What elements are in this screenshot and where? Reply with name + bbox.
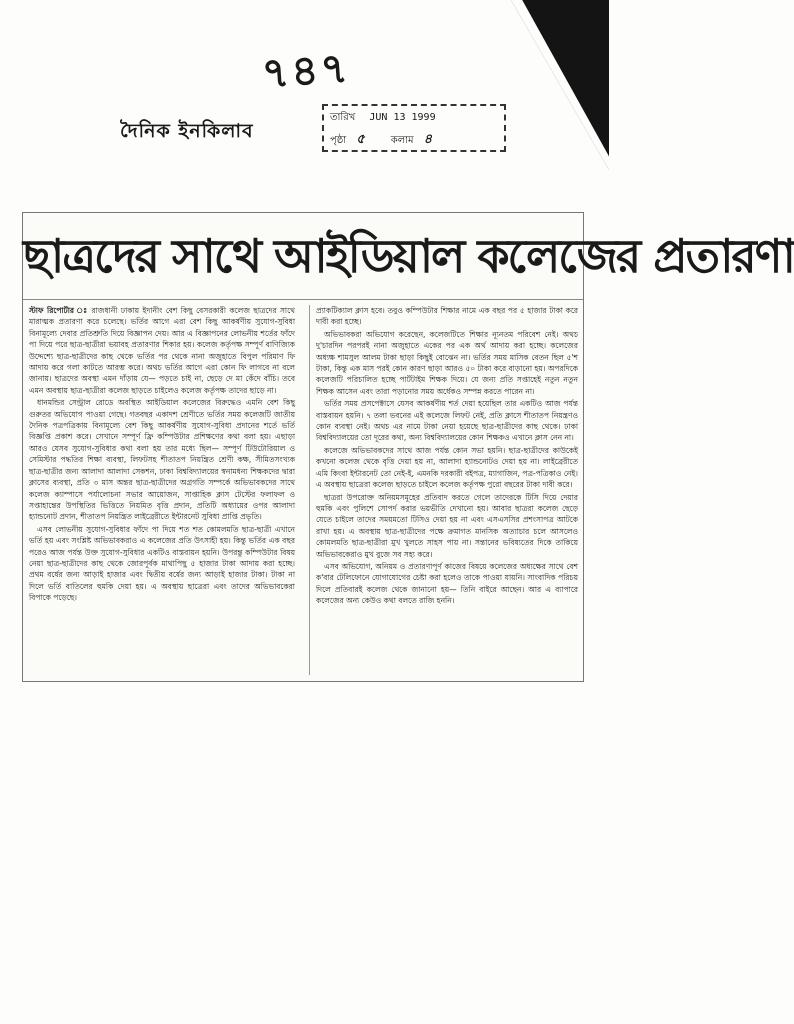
article-paragraph: প্র্যাকটিক্যাল ক্লাস হবে। তবুও কম্পিউটার শিক্ষার নামে এক বছর পর ৫ হাজার টাকা করে দাবী করা হচ্ছে। bbox=[316, 306, 578, 327]
newspaper-name: দৈনিক ইনকিলাব bbox=[120, 120, 254, 142]
article-paragraph: অভিভাবকরা অভিযোগ করেছেন, কলেজটিতে শিক্ষার ন্যূনতম পরিবেশ নেই। অথচ দু'চারদিন পরপরই নানা অজুহাতে একের পর এক অর্থ আদায় করা হচ্ছে। কলেজের অধ্যক্ষ শামসুল আলম টাকা ছাড়া কিছুই বোঝেন না। ভর্তির সময় মাসিক বেতন ছিল ৫'শ টাকা, কিন্তু এক মাস পরই কোন কারণ ছাড়া আরও ৫০ টাকা করে বাড়ানো হয়। অপরদিকে কলেজটি পরিচালিত হচ্ছে পার্টটাইম শিক্ষক দিয়ে। যে জন্য প্রতি সপ্তাহেই নতুন নতুন শিক্ষক আসেন এবং তারা পড়ানোর সময় অর্ধেকও সম্পন্ন করতে পারেন না। bbox=[316, 329, 578, 396]
stamp-date-label: তারিখ bbox=[330, 112, 356, 123]
stamp-page-row bbox=[330, 130, 432, 151]
article-paragraph: এসব লোভনীয় সুযোগ-সুবিধার ফাঁদে পা দিয়ে শত শত কোমলমতি ছাত্র-ছাত্রী এখানে ভর্তি হয় এবং সংশ্লিষ্ট অভিভাবকরাও এ কলেজের প্রতি উৎসাহী হয়। কিন্তু ভর্তির এক বছর পরেও আজ পর্যন্ত উক্ত সুযোগ-সুবিধার একটিও বাস্তবায়ন হয়নি। উপরন্তু কম্পিউটার বিষয় নেয়া ছাত্র-ছাত্রীদের কাছ থেকে জোরপূর্বক মাথাপিছু ৫ হাজার টাকা আদায় করা হচ্ছে। প্রথম বর্ষের জন্য আড়াই হাজার এবং দ্বিতীয় বর্ষের জন্য আড়াই হাজার টাকা। টাকা না দিলে ভর্তি বাতিলের হুমকি দেয়া হয়। এ অবস্থায় ছাত্রেরা এবং তাদের অভিভাবকেরা বিপাকে পড়েছে। bbox=[29, 524, 295, 603]
article-paragraph: কলেজে অভিভাবকদের সাথে আজ পর্যন্ত কোন সভা হয়নি। ছাত্র-ছাত্রীদের কাউকেই কখনো কলেজ থেকে বৃত্তি দেয়া হয় না, আলাদা হ্যান্ডনোটও দেয়া হয় না। লাইব্রেরীতে এমি কিংবা ইন্টারনেট তো নেই-ই, এমনকি দরকারী বইপত্র, ম্যাগাজিন, পত্র-পত্রিকাও নেই। এ অবস্থায় ছাত্রেরা কলেজ ছাড়তে চাইলে কলেজ কর্তৃপক্ষ পুরো বছরের টাকা দাবী করে। bbox=[316, 445, 578, 490]
headline-band bbox=[23, 213, 794, 300]
article-paragraph: ছাত্ররা উপরোক্ত অনিয়মসমূহের প্রতিবাদ করতে গেলে তাদেরকে টিসি দিয়ে দেয়ার হুমকি এবং পুলিশে সোপর্দ করার ভয়ভীতি দেখানো হয়। আবার ছাত্ররা কলেজ ছেড়ে যেতে চাইলে তাদের সময়মতো টিসিও দেয়া হয় না এবং এসএসসির প্রশংসাপত্র আটকে রাখা হয়। এ অবস্থায় ছাত্র-ছাত্রীদের পক্ষে ক্রমাগত মানসিক অত্যাচার চলে আসলেও কোমলমতি ছাত্র-ছাত্রীরা মুখ খুলতে সাহস পায় না। সন্তানের ভবিষ্যতের দিকে তাকিয়ে অভিভাবকেরাও মুখ বুজে সব সহ্য করে। bbox=[316, 492, 578, 559]
stamp-column-label: কলাম bbox=[390, 135, 414, 146]
date-stamp bbox=[322, 104, 506, 152]
stamp-date-value: JUN 13 1999 bbox=[369, 112, 436, 123]
article-paragraph: এসব অভিযোগ, অনিয়ম ও প্রতারণাপূর্ণ কাজের বিষয়ে কলেজের অধ্যক্ষের সাথে বেশ ক'বার টেলিফোনে যোগাযোগের চেষ্টা করা হলেও তাকে পাওয়া যায়নি। সাংবাদিক পরিচয় দিলে প্রতিবারই কলেজ থেকে জানানো হয়— তিনি বাইরে আছেন। আর এ ব্যাপারে কলেজের অন্য কেউও কথা বলতে রাজি হননি। bbox=[316, 561, 578, 606]
article-byline: স্টাফ রিপোর্টার ঃ bbox=[29, 306, 89, 315]
article-paragraph: ভর্তির সময় প্রসপেক্টাসে যেসব আকর্ষণীয় শর্ত দেয়া হয়েছিল তার একটিও আজ পর্যন্ত বাস্তবায়ন হয়নি। ৭ তলা ভবনের এই কলেজে লিফট নেই, প্রতি ক্লাসে শীতাতপ নিয়ন্ত্রণও কোন ব্যবস্থা নেই। অথচ এর নামে টাকা নেয়া হয়েছে ছাত্র-ছাত্রীদের কাছ থেকে। ঢাকা বিশ্ববিদ্যালয়ের তো দূরের কথা, অন্য বিশ্ববিদ্যালয়ের কোন শিক্ষকও এখানে ক্লাস নেন না। bbox=[316, 399, 578, 443]
article-headline: ছাত্রদের সাথে আইডিয়াল কলেজের প্রতারণা bbox=[23, 229, 794, 283]
article-paragraph bbox=[29, 305, 295, 396]
stamp-date-row bbox=[330, 110, 436, 127]
stamp-page-label: পৃষ্ঠা bbox=[330, 135, 347, 146]
article-column-right bbox=[309, 305, 578, 675]
stamp-page-value: ৫ bbox=[356, 132, 365, 147]
article-paragraph-text: রাজধানী ঢাকায় ইদানীং বেশ কিছু বেসরকারী কলেজ ছাত্রদের সাথে মারাত্মক প্রতারণা করে চলেছে। ভর্তির আগে এরা বেশ কিছু আকর্ষণীয় সুযোগ-সুবিধা বিনামূল্যে দেবার প্রতিশ্রুতি দিয়ে বিজ্ঞাপন দেয়। আর এ বিজ্ঞাপনের লোভনীয় শর্তের ফাঁদে পা দিয়ে পরে ছাত্র-ছাত্রীরা ভয়াবহ প্রতারণার শিকার হয়। কলেজ কর্তৃপক্ষ সম্পূর্ণ বাণিজ্যিক উদ্দেশ্যে ছাত্র-ছাত্রীদের কাছ থেকে ভর্তির পর থেকে নানা অজুহাতে বিপুল পরিমাণ ফি আদায় করে গলা কাটতে আরম্ভ করে। অথচ ভর্তির আগে এরা কোন ফি লাগবে না বলে জানায়। ছাত্রদের অবস্থা এমন দাঁড়ায় যে— পড়তে চাই না, ছেড়ে দে মা কেঁদে বাঁচি। তবে এমন অবস্থায় ছাত্র-ছাত্রীরা কলেজ ছাড়তে চাইলেও কলেজ কর্তৃপক্ষ তাদের ছাড়ে না। bbox=[29, 306, 295, 395]
newspaper-clipping bbox=[22, 212, 794, 682]
archive-number: ৭৪৭ bbox=[260, 43, 352, 99]
stamp-column-value: ৪ bbox=[423, 132, 433, 147]
article-paragraph: ধানমন্ডির সেন্ট্রাল রোডে অবস্থিত আইডিয়াল কলেজের বিরুদ্ধেও এমনি বেশ কিছু গুরুতর অভিযোগ পাওয়া গেছে। গতবছর একাদশ শ্রেণীতে ভর্তির সময় কলেজটি জাতীয় দৈনিক পত্রপত্রিকায় বিনামূল্যে বেশ কিছু আকর্ষণীয় সুযোগ-সুবিধা প্রদানের শর্তে ভর্তি বিজ্ঞপ্তি প্রকাশ করে। সেখানে সম্পূর্ণ ফ্রি কম্পিউটার প্রশিক্ষণের কথা বলা হয়। এছাড়া আরও যেসব সুযোগ-সুবিধার কথা বলা হয় তার মধ্যে ছিল— সম্পূর্ণ টিউটোরিয়াল ও সেমিস্টার পদ্ধতির শিক্ষা ব্যবস্থা, লিফটসহ শীতাতপ নিয়ন্ত্রিত শ্রেণী কক্ষ, সীমিতসংখ্যক ছাত্র-ছাত্রীর জন্য আলাদা আলাদা সেকশন, ঢাকা বিশ্ববিদ্যালয়ের স্বনামধন্য শিক্ষকদের দ্বারা ক্লাসের ব্যবস্থা, প্রতি ৩ মাস অন্তর ছাত্র-ছাত্রীদের অগ্রগতি সম্পর্কে অভিভাবকদের সাথে কলেজ ক্যাম্পাসে পর্যালোচনা সভার আয়োজন, সাপ্তাহিক ক্লাস টেস্টের ফলাফল ও সপ্তাহান্তের উপস্থিতির ভিত্তিতে নিয়মিত বৃত্তি প্রদান, প্রতিটি অধ্যায়ের ওপর আলাদা হ্যান্ডনোট প্রদান, শীতাতপ নিয়ন্ত্রিত লাইব্রেরীতে ইন্টারনেট সুবিধা প্রাপ্তি প্রভৃতি। bbox=[29, 398, 295, 522]
article-column-left bbox=[29, 305, 295, 675]
